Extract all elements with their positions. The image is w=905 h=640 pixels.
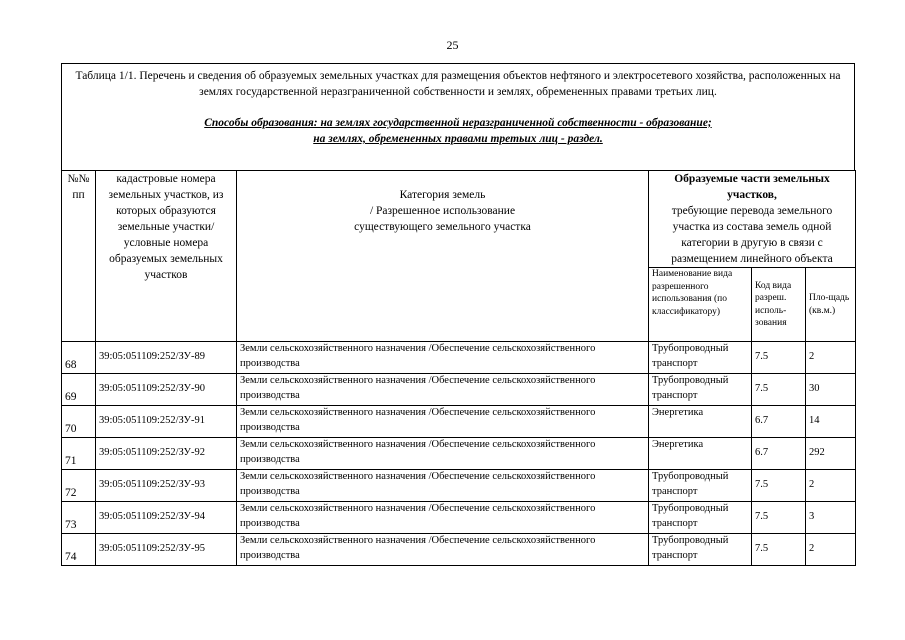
table-caption: Таблица 1/1. Перечень и сведения об образуемых земельных участках для размещения объектов нефтяного и электросетевого хозяйства, расположенных на землях государственной неразграниченной собственности и землях, обремененных правами третьих лиц. xyxy=(75,70,841,98)
row-cadastral: 39:05:051109:252/ЗУ-92 xyxy=(96,438,237,470)
row-cadastral: 39:05:051109:252/ЗУ-89 xyxy=(96,342,237,374)
formation-methods-subtitle xyxy=(62,115,854,147)
row-cadastral: 39:05:051109:252/ЗУ-95 xyxy=(96,534,237,566)
table-caption-block xyxy=(61,63,855,170)
row-use-code: 7.5 xyxy=(752,470,806,502)
row-use-name: Энергетика xyxy=(649,406,752,438)
header-num: №№ пп xyxy=(62,171,96,342)
row-number: 74 xyxy=(62,534,96,566)
row-category: Земли сельскохозяйственного назначения /Обеспечение сельскохозяйственного производства xyxy=(237,470,649,502)
row-cadastral: 39:05:051109:252/ЗУ-93 xyxy=(96,470,237,502)
row-number: 72 xyxy=(62,470,96,502)
header-parts xyxy=(649,171,856,268)
row-category: Земли сельскохозяйственного назначения /Обеспечение сельскохозяйственного производства xyxy=(237,534,649,566)
row-area: 3 xyxy=(806,502,856,534)
header-category-line3: существующего земельного участка xyxy=(354,221,531,233)
table-row xyxy=(62,438,856,470)
land-plots-table xyxy=(61,170,856,566)
row-use-code: 7.5 xyxy=(752,502,806,534)
row-number: 71 xyxy=(62,438,96,470)
table-body xyxy=(62,171,856,566)
header-parts-bold: Образуемые части земельных участков, xyxy=(674,173,830,201)
row-use-code: 6.7 xyxy=(752,406,806,438)
header-category-line2: / Разрешенное использование xyxy=(369,205,516,217)
sub-header-use-name: Наименование вида разрешенного использования (по классификатору) xyxy=(649,268,752,342)
header-parts-rest: требующие перевода земельного участка из состава земель одной категории в другую в связи с размещением линейного объекта xyxy=(671,205,833,265)
row-use-code: 7.5 xyxy=(752,342,806,374)
table-row xyxy=(62,374,856,406)
row-use-name: Трубопроводный транспорт xyxy=(649,374,752,406)
header-cadastral: кадастровые номера земельных участков, из которых образуются земельные участки/ условные номера образуемых земельных участков xyxy=(96,171,237,342)
table-row xyxy=(62,406,856,438)
row-use-name: Трубопроводный транспорт xyxy=(649,470,752,502)
header-category xyxy=(237,171,649,342)
table-row xyxy=(62,342,856,374)
header-category-line1: Категория земель xyxy=(399,189,486,201)
page-number: 25 xyxy=(446,38,459,52)
table-row xyxy=(62,502,856,534)
row-use-code: 7.5 xyxy=(752,534,806,566)
row-use-name: Трубопроводный транспорт xyxy=(649,342,752,374)
row-category: Земли сельскохозяйственного назначения /Обеспечение сельскохозяйственного производства xyxy=(237,438,649,470)
row-category: Земли сельскохозяйственного назначения /Обеспечение сельскохозяйственного производства xyxy=(237,406,649,438)
row-number: 70 xyxy=(62,406,96,438)
row-area: 30 xyxy=(806,374,856,406)
row-area: 2 xyxy=(806,470,856,502)
header-row xyxy=(62,171,856,268)
row-area: 2 xyxy=(806,534,856,566)
subtitle-line-1: Способы образования: на землях государственной неразграниченной собственности - образование; xyxy=(204,117,712,129)
row-use-name: Трубопроводный транспорт xyxy=(649,534,752,566)
row-use-name: Трубопроводный транспорт xyxy=(649,502,752,534)
row-number: 69 xyxy=(62,374,96,406)
row-use-code: 6.7 xyxy=(752,438,806,470)
row-area: 292 xyxy=(806,438,856,470)
table-row xyxy=(62,470,856,502)
row-category: Земли сельскохозяйственного назначения /Обеспечение сельскохозяйственного производства xyxy=(237,502,649,534)
sub-header-area: Пло-щадь (кв.м.) xyxy=(806,268,856,342)
table-row xyxy=(62,534,856,566)
row-cadastral: 39:05:051109:252/ЗУ-91 xyxy=(96,406,237,438)
row-use-code: 7.5 xyxy=(752,374,806,406)
row-use-name: Энергетика xyxy=(649,438,752,470)
row-cadastral: 39:05:051109:252/ЗУ-94 xyxy=(96,502,237,534)
row-number: 73 xyxy=(62,502,96,534)
row-category: Земли сельскохозяйственного назначения /Обеспечение сельскохозяйственного производства xyxy=(237,342,649,374)
row-category: Земли сельскохозяйственного назначения /Обеспечение сельскохозяйственного производства xyxy=(237,374,649,406)
row-number: 68 xyxy=(62,342,96,374)
row-cadastral: 39:05:051109:252/ЗУ-90 xyxy=(96,374,237,406)
subtitle-line-2: на землях, обремененных правами третьих лиц - раздел. xyxy=(313,133,603,145)
sub-header-use-code: Код вида разреш. исполь-зования xyxy=(752,268,806,342)
row-area: 14 xyxy=(806,406,856,438)
row-area: 2 xyxy=(806,342,856,374)
